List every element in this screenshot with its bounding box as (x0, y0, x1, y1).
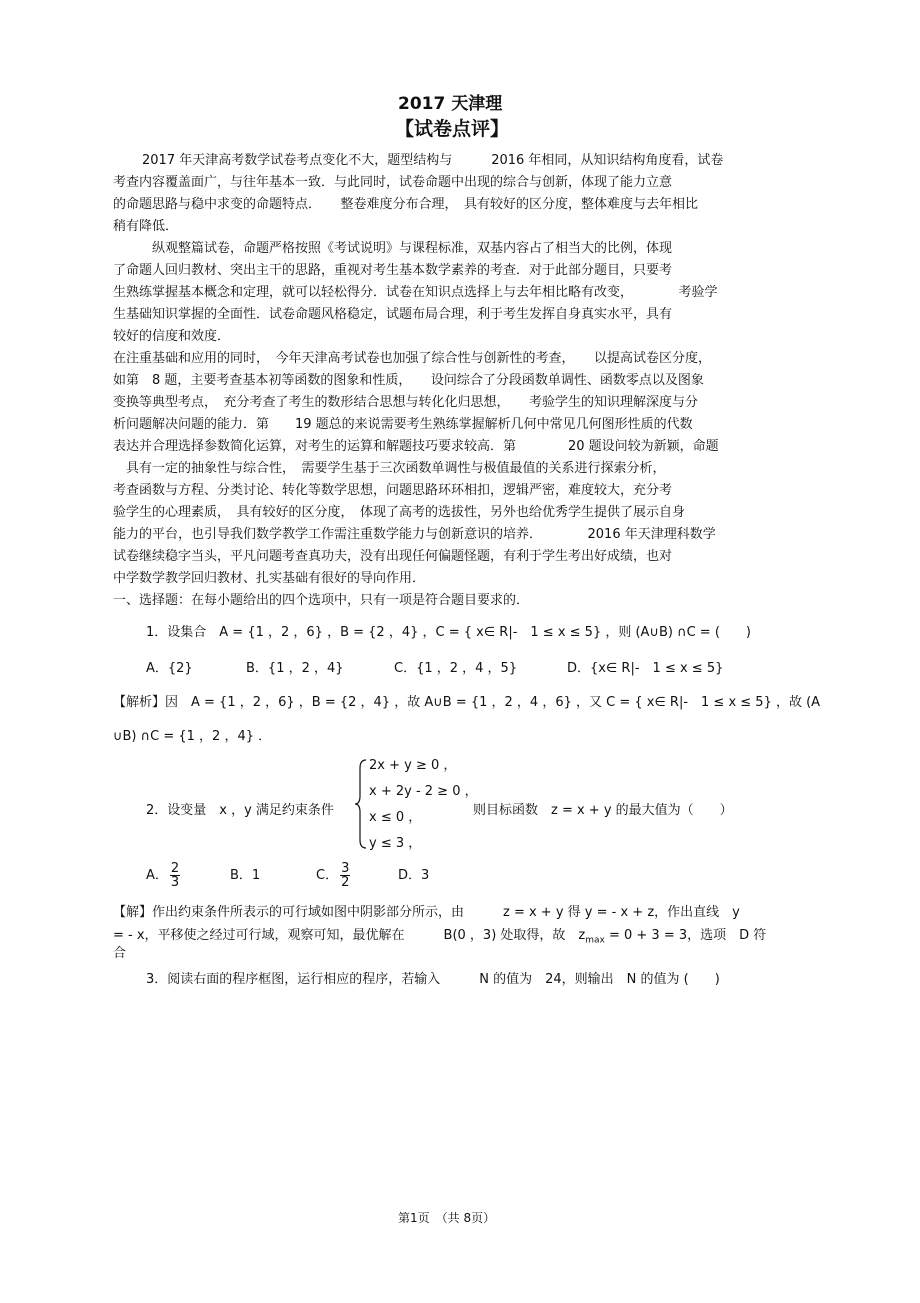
q1-analysis: 【解析】因 A = {1 ，2 ，6} ，B = {2 ，4} ，故 A∪B = {1 ，2 ，4 ，6} ，又 C = { x∈ R|- 1 ≤ x ≤ 5} ，故 (A (113, 695, 821, 710)
doc-title: 2017 天津理 (398, 94, 503, 114)
review-p3-line: 考查函数与方程、分类讨论、转化等数学思想，问题思路环环相扣，逻辑严密，难度较大，充分考 (113, 483, 673, 498)
q1-option-d: D．{x∈ R|- 1 ≤ x ≤ 5} (567, 661, 724, 676)
doc-subtitle: 【试卷点评】 (395, 118, 510, 140)
q1-option-b: B．{1 ，2 ，4} (246, 661, 344, 676)
q2-option-b: B．1 (230, 868, 261, 883)
q2-stem-right: 则目标函数 z = x + y 的最大值为（ ） (473, 803, 733, 818)
q2-option-a-fraction: $\frac{2}{3}$ (170, 861, 180, 890)
q2-constraint: x ≤ 0 ， (369, 810, 422, 825)
q2-option-c-fraction: $\frac{3}{2}$ (341, 861, 350, 890)
q1-stem: 1．设集合 A = {1 ，2 ，6} ，B = {2 ，4} ，C = { x∈ R|- 1 ≤ x ≤ 5} ，则 (A∪B) ∩C = ( ) (146, 625, 751, 640)
review-p3-line: 验学生的心理素质， 具有较好的区分度， 体现了高考的选拔性，另外也给优秀学生提供了展示自身 (113, 505, 686, 520)
review-p2-line: 生基础知识掌握的全面性．试卷命题风格稳定，试题布局合理，利于考生发挥自身真实水平，具有 (113, 307, 673, 322)
q1-option-c: C．{1 ，2 ，4 ，5} (394, 661, 518, 676)
q2-solution: 【解】作出约束条件所表示的可行域如图中阴影部分所示，由 z = x + y 得 y = - x + z，作出直线 y (113, 905, 740, 920)
q2-option-a: A． $\frac{2}{3}$ (146, 861, 180, 890)
q1-option-a: A．{2} (146, 661, 193, 676)
review-p1-line: 稍有降低． (113, 219, 179, 234)
review-p3-line: 具有一定的抽象性与综合性， 需要学生基于三次函数单调性与极值最值的关系进行探索分析， (126, 461, 666, 476)
review-p1-line: 2017 年天津高考数学试卷考点变化不大，题型结构与 2016 年相同，从知识结构角度看，试卷 (142, 153, 724, 168)
review-p2-line: 了命题人回归教材、突出主干的思路，重视对考生基本数学素养的考查．对于此部分题目，只要考 (113, 263, 673, 278)
review-p1-line: 考查内容覆盖面广，与往年基本一致．与此同时，试卷命题中出现的综合与创新，体现了能力立意 (113, 175, 673, 190)
review-p1-line: 的命题思路与稳中求变的命题特点． 整卷难度分布合理， 具有较好的区分度，整体难度与去年相比 (113, 197, 699, 212)
review-p2-line: 生熟练掌握基本概念和定理，就可以轻松得分．试卷在知识点选择上与去年相比略有改变， 考验学 (113, 285, 718, 300)
review-p3-line: 变换等典型考点， 充分考查了考生的数形结合思想与转化化归思想， 考验学生的知识理解深度与分 (113, 395, 699, 410)
q3-stem: 3．阅读右面的程序框图，运行相应的程序，若输入 N 的值为 24，则输出 N 的值为 ( ) (146, 972, 720, 987)
constraint-brace-icon (354, 758, 368, 850)
q2-constraint: 2x + y ≥ 0 ， (369, 758, 457, 773)
q2-stem: 2．设变量 x ，y 满足约束条件 (146, 803, 334, 818)
q2-option-d: D．3 (398, 868, 430, 883)
review-p3-line: 能力的平台，也引导我们数学教学工作需注重数学能力与创新意识的培养． 2016 年天津理科数学 (113, 527, 716, 542)
review-p3-line: 中学数学教学回归教材、扎实基础有很好的导向作用． (113, 571, 426, 586)
q2-solution: = - x，平移使之经过可行域，观察可知，最优解在 B(0 ，3) 处取得，故 $z_{max} = 0 + 3 = 3$，选项 D 符 (113, 928, 767, 946)
review-p2-line: 较好的信度和效度． (113, 329, 231, 344)
q2-solution: 合 (113, 946, 127, 961)
page-number: 第1页 （共 8页） (398, 1211, 496, 1225)
q2-constraint: x + 2y - 2 ≥ 0 ， (369, 784, 478, 799)
review-p3-line: 试卷继续稳字当头，平凡问题考查真功夫，没有出现任何偏题怪题，有利于学生考出好成绩，也对 (113, 549, 673, 564)
q1-analysis: ∪B) ∩C = {1 ，2 ，4} ． (113, 729, 272, 744)
review-p2-line: 纵观整篇试卷，命题严格按照《考试说明》与课程标准，双基内容占了相当大的比例，体现 (152, 241, 673, 256)
q2-option-c: C． $\frac{3}{2}$ (316, 861, 350, 890)
review-p3-line: 析问题解决问题的能力．第 19 题总的来说需要考生熟练掌握解析几何中常见几何图形性质的代数 (113, 417, 693, 432)
section-heading: 一、选择题：在每小题给出的四个选项中，只有一项是符合题目要求的． (113, 593, 530, 608)
q2-constraint: y ≤ 3 ， (369, 836, 422, 851)
review-p3-line: 在注重基础和应用的同时， 今年天津高考试卷也加强了综合性与创新性的考查， 以提高试卷区分度， (113, 351, 712, 366)
review-p3-line: 表达并合理选择参数简化运算，对考生的运算和解题技巧要求较高．第 20 题设问较为新颖，命题 (113, 439, 719, 454)
review-p3-line: 如第 8 题，主要考查基本初等函数的图象和性质， 设问综合了分段函数单调性、函数零点以及图象 (113, 373, 704, 388)
